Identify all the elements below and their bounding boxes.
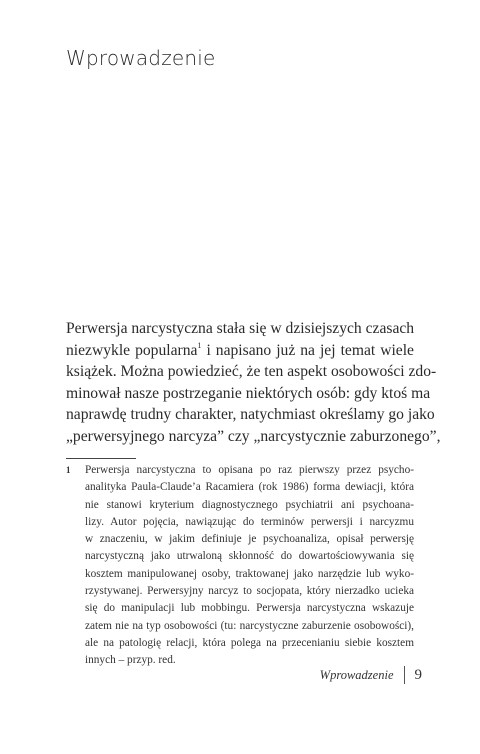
body-line — [66, 426, 441, 448]
body-line — [66, 404, 435, 426]
footnote-line: w znaczeniu, w jakim definiuje je psychoanaliza, opisał perwersję — [85, 533, 414, 546]
body-line-text: książek. Można powiedzieć, że ten aspekt osobowości zdo- — [66, 363, 437, 380]
body-line — [66, 318, 414, 340]
footnote-line: zatem nie na typ osobowości (tu: narcystyczne zaburzenie osobowości), — [85, 619, 414, 632]
footnote-line: analityka Paula-Claude’a Racamiera (rok 1986) forma dewiacji, która — [85, 481, 414, 494]
chapter-title: Wprowadzenie — [66, 46, 216, 70]
body-line-text: naprawdę trudny charakter, natychmiast określamy go jako — [66, 406, 435, 423]
footer-separator — [404, 666, 405, 684]
footnote-marker: 1 — [66, 465, 71, 475]
body-paragraph — [66, 318, 441, 447]
footnote-line: ale na patologię relacji, która polega na przecenianiu siebie kosztem — [85, 636, 414, 649]
footnote-line: lizy. Autor pojęcia, nawiązując do terminów perwersji i narcyzmu — [85, 515, 414, 528]
footnote-line: narcystyczną jako utrwaloną skłonność do dowartościowywania się — [85, 550, 414, 563]
body-line-text: minował nasze postrzeganie niektórych osób: gdy ktoś ma — [66, 384, 431, 402]
page-number: 9 — [414, 666, 422, 683]
body-line-text: i napisano już na jej temat wiele — [201, 341, 414, 359]
running-footer — [320, 666, 422, 684]
footnote-line: Perwersja narcystyczna to opisana po raz pierwszy przez psycho- — [85, 464, 414, 476]
footnote-line: kosztem manipulowanej osoby, traktowanej jako narzędzie lub wyko- — [85, 567, 414, 580]
footnote-text — [85, 462, 414, 670]
footnote-divider — [66, 458, 136, 459]
footnote-line: się do manipulacji lub mobbingu. Perwersja narcystyczna wskazuje — [85, 602, 414, 615]
body-line-text: niezwykle popularna — [66, 341, 198, 359]
body-line — [66, 340, 414, 362]
footnote-line: nie stanowi kryterium diagnostycznego psychiatrii ani psychoana- — [85, 498, 414, 511]
running-title: Wprowadzenie — [319, 667, 394, 682]
footnote-line: rzystywanej. Perwersyjny narcyz to socjopata, który nierzadko ucieka — [85, 585, 414, 598]
footnote-reference[interactable]: 1 — [197, 340, 202, 350]
footnote-line: innych – przyp. red. — [85, 654, 176, 667]
body-line — [66, 383, 431, 405]
body-line — [66, 361, 437, 383]
body-line-text: Perwersja narcystyczna stała się w dzisiejszych czasach — [66, 320, 415, 337]
body-line-text: „perwersyjnego narcyza” czy „narcystycznie zaburzonego”, — [66, 427, 441, 445]
footnote — [66, 462, 414, 670]
